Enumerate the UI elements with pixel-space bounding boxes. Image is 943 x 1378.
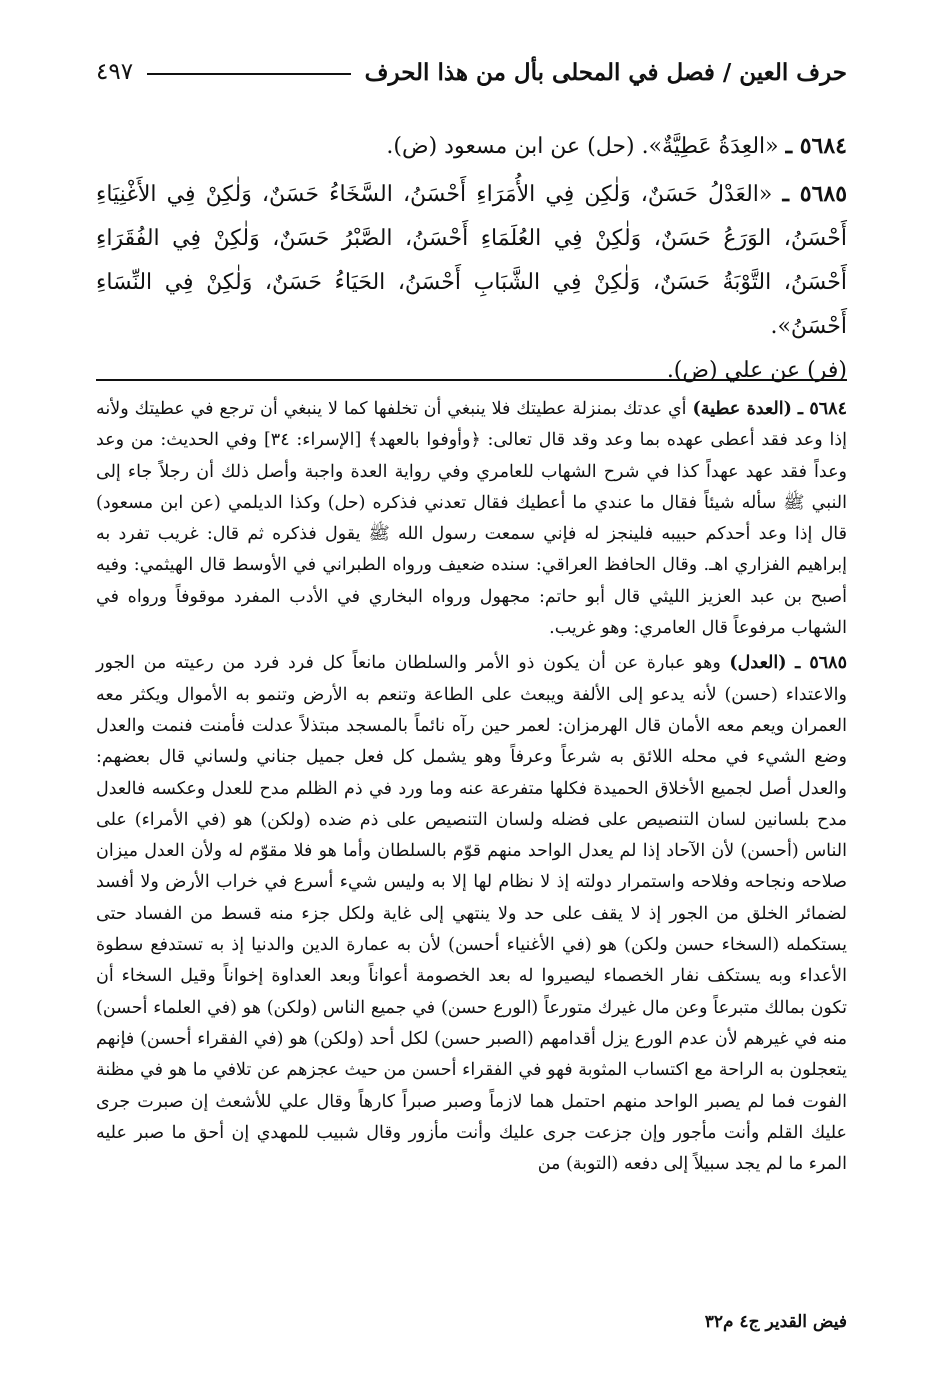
commentary-lead: (العدة عطية) (692, 399, 792, 419)
hadith-source: (فر) عن علي (ض). (666, 358, 847, 383)
running-header (96, 50, 847, 94)
page-number: ٤٩٧ (96, 59, 134, 85)
header-rule (147, 73, 351, 75)
commentary-paragraph (96, 648, 847, 1180)
commentary-lead: (العدل) (729, 653, 787, 674)
footnote-separator (96, 379, 847, 381)
commentary-number: ٥٦٨٤ ـ (797, 399, 847, 419)
hadith-5685 (96, 172, 847, 393)
hadith-5684 (96, 124, 847, 169)
commentary-text: وهو عبارة عن أن يكون ذو الأمر والسلطان مانعاً كل فرد فرد من رعيته من الجور والاعتداء (حسن) لأنه يدعو إلى الألفة ويبعث على الطاعة وتنعم به الأرض وتنمو به الأموال ويكثر معه العمران ويعم معه الأمان قال الهرمزان: لعمر حين رآه نائماً بالمسجد مبتذلاً عدلت فأمنت فنمت والعدل وضع الشيء في محله اللائق به شرعاً وعرفاً وهو يشمل كل فعل جميل جناني ولساني قال بعضهم: والعدل أصل لجميع الأخلاق الحميدة فكلها متفرعة عنه وما ورد في ذم الظلم مدح للعدل وعكسه فالعدل مدح بلسانين لسان التنصيص على فضله ولسان التنصيص على ذم ضده (ولكن) هو (في الأمراء) على الناس (أحسن) لأن الآحاد إذا لم يعدل الواحد منهم قوّم بالسلطان وأما هو فلا مقوّم له ولأن العدل ميزان صلاحه ونجاحه وفلاحه واستمرار دولته إذ لا نظام لها إلا به وليس شيء أسرع في خراب الأرض ولا أفسد لضمائر الخلق من الجور إذ لا يقف على حد ولا ينتهي إلى غاية ولكل جزء منه قسط من الفساد حتى يستكمله (السخاء حسن ولكن) هو (في الأغنياء أحسن) لأن به عمارة الدين والدنيا إذ به تستدفع سطوة الأعداء وبه يستكف نفار الخصماء ليصيروا له بعد الخصومة أعواناً وبعد العداوة إخواناً وقيل السخاء أن تكون بمالك متبرعاً وعن مال غيرك متورعاً (الورع حسن) في جميع الناس (ولكن) هو (في العلماء أحسن) منه في غيرهم لأن عدم الورع يزل أقدامهم (الصبر حسن) لكل أحد (ولكن) هو (في الفقراء أحسن) فإنهم يتعجلون به الراحة مع اكتساب المثوبة فهو في الفقراء أحسن من حيث عجزهم عن تلافي ما هو في مظنة الفوت فما لم يصبر الواحد منهم احتمل هما لازماً وصبر صبراً كارهاً وقال علي للأشعث إن صبرت جرى عليك القلم وأنت مأجور وإن جزعت جرى عليك وأنت مأزور وقال شبيب للمهدي إن أحق ما صبر عليه المرء ما لم يجد سبيلاً إلى دفعه (التوبة) من (96, 653, 847, 1175)
printer-signature: فيض القدير ج٤ م٣٢ (704, 1312, 847, 1332)
header-title: حرف العين / فصل في المحلى بأل من هذا الحرف (364, 58, 847, 86)
commentary-paragraph (96, 394, 847, 644)
hadith-text: «العَدْلُ حَسَنٌ، وَلٰكِن فِي الأُمَرَاءِ أَحْسَنُ، السَّخَاءُ حَسَنٌ، وَلٰكِنْ فِي الأَغْنِيَاءِ أَحْسَنُ، الوَرَعُ حَسَنٌ، وَلٰكِنْ فِي العُلَمَاءِ أَحْسَنُ، الصَّبْرُ حَسَنٌ، وَلٰكِنْ فِي الفُقَرَاءِ أَحْسَنُ، التَّوْبَةُ حَسَنٌ، وَلٰكِنْ فِي الشَّبَابِ أَحْسَنُ، الحَيَاءُ حَسَنٌ، وَلٰكِنْ فِي النِّسَاءِ أَحْسَنُ». (96, 182, 847, 339)
hadith-text: «العِدَةُ عَطِيَّةٌ». (حل) عن ابن مسعود (ض). (386, 134, 779, 159)
commentary (96, 394, 847, 1180)
commentary-text: أي عدتك بمنزلة عطيتك فلا ينبغي أن تخلفها كما لا ينبغي أن ترجع في عطيتك ولأنه إذا وعد فقد أعطى عهده بما وعد وقد قال تعالى: ﴿وأوفوا بالعهد﴾ [الإسراء: ٣٤] وفي الحديث: من وعد وعداً فقد عهد عهداً كذا في شرح الشهاب للعامري وفي رواية العدة واجبة وأصل ذلك أن رجلاً جاء إلى النبي ﷺ سأله شيئاً فقال ما عندي ما أعطيك فقال تعدني فذكره (حل) وكذا الديلمي (عن ابن مسعود) قال إذا وعد أحدكم حبيبه فلينجز له فإني سمعت رسول الله ﷺ يقول فذكره ثم قال: غريب تفرد به إبراهيم الفزاري اهـ. وقال الحافظ العراقي: سنده ضعيف ورواه الطبراني في الأوسط قال الهيثمي: وفيه أصبح بن عبد العزيز الليثي قال أبو حاتم: مجهول ورواه البخاري في الأدب المفرد موقوفاً ورواه في الشهاب مرفوعاً قال العامري: وهو غريب. (96, 399, 847, 639)
hadith-number: ٥٦٨٤ ـ (785, 133, 847, 159)
hadith-number: ٥٦٨٥ ـ (782, 181, 848, 207)
commentary-number: ٥٦٨٥ ـ (795, 653, 847, 674)
